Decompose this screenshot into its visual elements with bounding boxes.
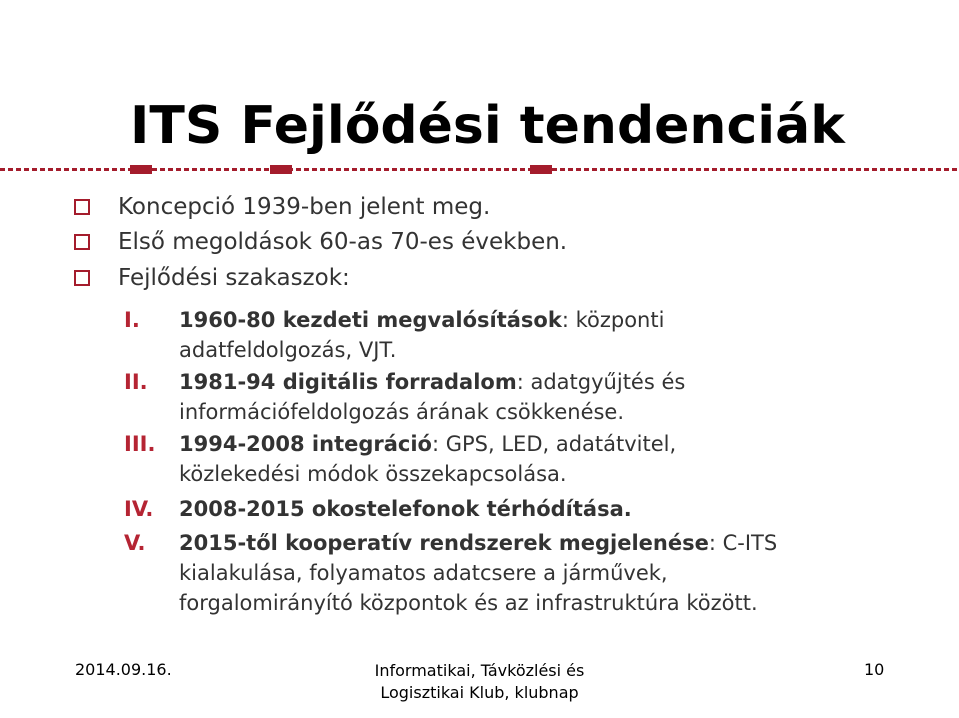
page-number: 10 xyxy=(864,660,885,679)
stage-number: V. xyxy=(124,531,146,555)
rule-block-2 xyxy=(270,165,292,174)
footer-org-line: Logisztikai Klub, klubnap xyxy=(380,683,579,702)
slide-title: ITS Fejlődési tendenciák xyxy=(130,96,845,156)
stage-rest: : GPS, LED, adatátvitel, xyxy=(431,432,677,456)
footer-org-line: Informatikai, Távközlési és xyxy=(374,661,585,680)
stage-number: III. xyxy=(124,432,156,456)
stage-text xyxy=(179,494,632,524)
bullet-text: Első megoldások 60-as 70-es években. xyxy=(118,229,568,255)
stage-text xyxy=(179,528,777,618)
stage-rest: : C-ITS xyxy=(708,531,778,555)
bullet-text: Koncepció 1939-ben jelent meg. xyxy=(118,194,491,220)
stage-heading: 2015-től kooperatív rendszerek megjelenése xyxy=(179,531,709,555)
stage-rest: : adatgyűjtés és xyxy=(516,370,686,394)
stage-number: I. xyxy=(124,308,140,332)
checkbox-bullet-icon xyxy=(74,270,90,286)
stage-number: II. xyxy=(124,370,148,394)
bullet-text: Fejlődési szakaszok: xyxy=(118,265,350,291)
checkbox-bullet-icon xyxy=(74,234,90,250)
bullet-item xyxy=(74,229,567,255)
stage-rest: : központi xyxy=(561,308,665,332)
checkbox-bullet-icon xyxy=(74,199,90,215)
stage-text xyxy=(179,367,685,427)
stage-line: közlekedési módok összekapcsolása. xyxy=(179,462,567,486)
stage-heading: 1981-94 digitális forradalom xyxy=(179,370,517,394)
rule-block-1 xyxy=(130,165,152,174)
stage-heading: 1994-2008 integráció xyxy=(179,432,432,456)
stage-line: forgalomirányító központok és az infrastruktúra között. xyxy=(179,591,758,615)
stage-heading: 2008-2015 okostelefonok térhódítása. xyxy=(179,497,632,521)
stage-text xyxy=(179,429,676,489)
footer-organization xyxy=(0,660,959,704)
rule-block-3 xyxy=(530,165,552,174)
bullet-item xyxy=(74,265,350,291)
stage-heading: 1960-80 kezdeti megvalósítások xyxy=(179,308,562,332)
stage-text xyxy=(179,305,664,365)
stage-line: adatfeldolgozás, VJT. xyxy=(179,338,397,362)
stage-line: információfeldolgozás árának csökkenése. xyxy=(179,400,625,424)
bullet-item xyxy=(74,194,490,220)
stage-number: IV. xyxy=(124,497,154,521)
footer-date: 2014.09.16. xyxy=(75,660,172,679)
stage-line: kialakulása, folyamatos adatcsere a járművek, xyxy=(179,561,668,585)
